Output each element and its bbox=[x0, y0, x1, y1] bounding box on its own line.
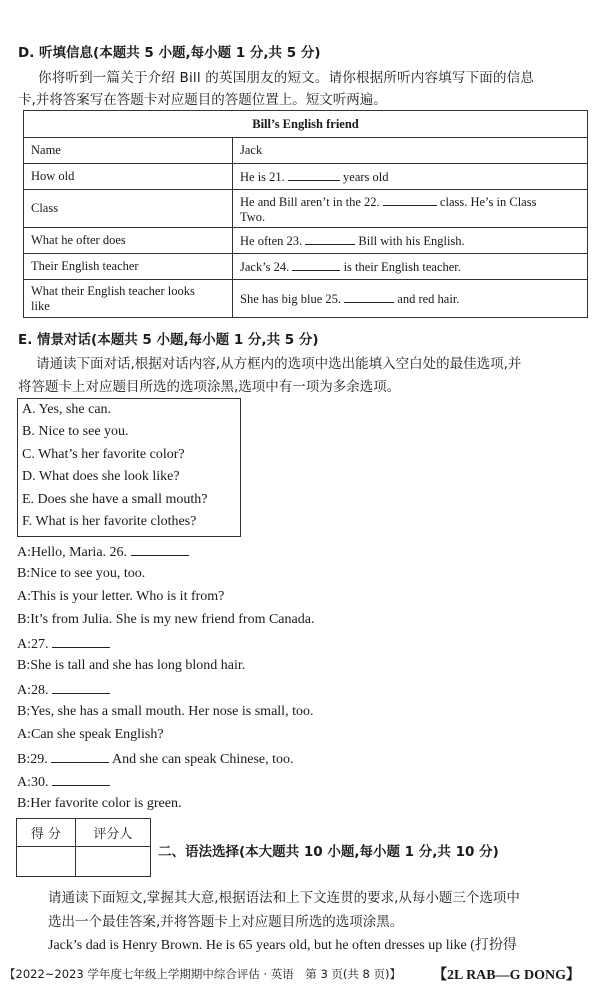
footer-code: 【2L RAB—G DONG】 bbox=[433, 968, 581, 983]
section-e-heading: E. 情景对话(本题共 5 小题,每小题 1 分,共 5 分) bbox=[18, 332, 319, 348]
dialogue-line: A:This is your letter. Who is it from? bbox=[17, 589, 225, 604]
table-row-value: He and Bill aren’t in the 22. class. He’s in Class Two. bbox=[233, 190, 588, 228]
table-row-label: What he ofter does bbox=[24, 228, 233, 254]
answer-blank-21[interactable] bbox=[288, 168, 340, 181]
answer-blank-24[interactable] bbox=[292, 258, 340, 271]
info-table-title: Bill’s English friend bbox=[24, 111, 588, 138]
option-d: D. What does she look like? bbox=[22, 469, 180, 484]
grader-cell[interactable] bbox=[75, 847, 150, 877]
table-row-value: He often 23. Bill with his English. bbox=[233, 228, 588, 254]
dialogue-line: B:Her favorite color is green. bbox=[17, 796, 182, 811]
info-table bbox=[23, 110, 588, 318]
section-d-instruction-line2: 卡,并将答案写在答题卡对应题目的答题位置上。短文听两遍。 bbox=[18, 92, 387, 108]
table-row-label: What their English teacher looks like bbox=[24, 280, 233, 318]
answer-blank-27[interactable] bbox=[52, 635, 110, 648]
section-two-heading: 二、语法选择(本大题共 10 小题,每小题 1 分,共 10 分) bbox=[158, 844, 499, 860]
dialogue-line: A:Can she speak English? bbox=[17, 727, 164, 742]
footer-text: 【2022~2023 学年度七年级上学期期中综合评估 · 英语 第 3 页(共 8 页)】 bbox=[4, 967, 402, 981]
score-label: 得 分 bbox=[17, 819, 76, 847]
option-c: C. What’s her favorite color? bbox=[22, 447, 185, 462]
answer-blank-30[interactable] bbox=[52, 773, 110, 786]
section-e-instruction-line1: 请通读下面对话,根据对话内容,从方框内的选项中选出能填入空白处的最佳选项,并 bbox=[36, 356, 522, 372]
dialogue-line: B:She is tall and she has long blond hair. bbox=[17, 658, 246, 673]
dialogue-line: B:Nice to see you, too. bbox=[17, 566, 146, 581]
options-box bbox=[17, 398, 241, 537]
answer-blank-26[interactable] bbox=[131, 543, 189, 556]
dialogue-line: A:27. bbox=[17, 635, 110, 653]
dialogue-line: A:28. bbox=[17, 681, 110, 699]
option-b: B. Nice to see you. bbox=[22, 424, 129, 439]
table-row-label: Their English teacher bbox=[24, 254, 233, 280]
table-row-label: Name bbox=[24, 138, 233, 164]
section-d-heading: D. 听填信息(本题共 5 小题,每小题 1 分,共 5 分) bbox=[18, 45, 321, 61]
section-two-instruction-line1: 请通读下面短文,掌握其大意,根据语法和上下文连贯的要求,从每小题三个选项中 bbox=[48, 890, 520, 906]
answer-blank-29[interactable] bbox=[51, 750, 109, 763]
option-a: A. Yes, she can. bbox=[22, 402, 112, 417]
score-cell[interactable] bbox=[17, 847, 76, 877]
table-row-value: Jack’s 24. is their English teacher. bbox=[233, 254, 588, 280]
section-e-instruction-line2: 将答题卡上对应题目所选的选项涂黑,选项中有一项为多余选项。 bbox=[18, 379, 401, 395]
table-row-value: He is 21. years old bbox=[233, 164, 588, 190]
score-box bbox=[16, 818, 151, 877]
table-row-label: How old bbox=[24, 164, 233, 190]
option-f: F. What is her favorite clothes? bbox=[22, 514, 197, 529]
dialogue-line: A:30. bbox=[17, 773, 110, 791]
dialogue-line: B:29. And she can speak Chinese, too. bbox=[17, 752, 294, 767]
table-row-value: Jack bbox=[233, 138, 588, 164]
answer-blank-28[interactable] bbox=[52, 681, 110, 694]
section-two-instruction-line2: 选出一个最佳答案,并将答题卡上对应题目所选的选项涂黑。 bbox=[48, 914, 404, 930]
answer-blank-23[interactable] bbox=[305, 232, 355, 245]
answer-blank-22[interactable] bbox=[383, 193, 437, 206]
answer-blank-25[interactable] bbox=[344, 290, 394, 303]
passage-line: Jack’s dad is Henry Brown. He is 65 years old, but he often dresses up like (打扮得 bbox=[48, 938, 517, 953]
dialogue-line: B:Yes, she has a small mouth. Her nose is small, too. bbox=[17, 704, 314, 719]
section-d-instruction-line1: 你将听到一篇关于介绍 Bill 的英国朋友的短文。请你根据所听内容填写下面的信息 bbox=[38, 70, 535, 86]
dialogue-line: B:It’s from Julia. She is my new friend from Canada. bbox=[17, 612, 315, 627]
dialogue-line: A:Hello, Maria. 26. bbox=[17, 543, 189, 561]
table-row-label: Class bbox=[24, 190, 233, 228]
option-e: E. Does she have a small mouth? bbox=[22, 492, 208, 507]
grader-label: 评分人 bbox=[75, 819, 150, 847]
table-row-value: She has big blue 25. and red hair. bbox=[233, 280, 588, 318]
